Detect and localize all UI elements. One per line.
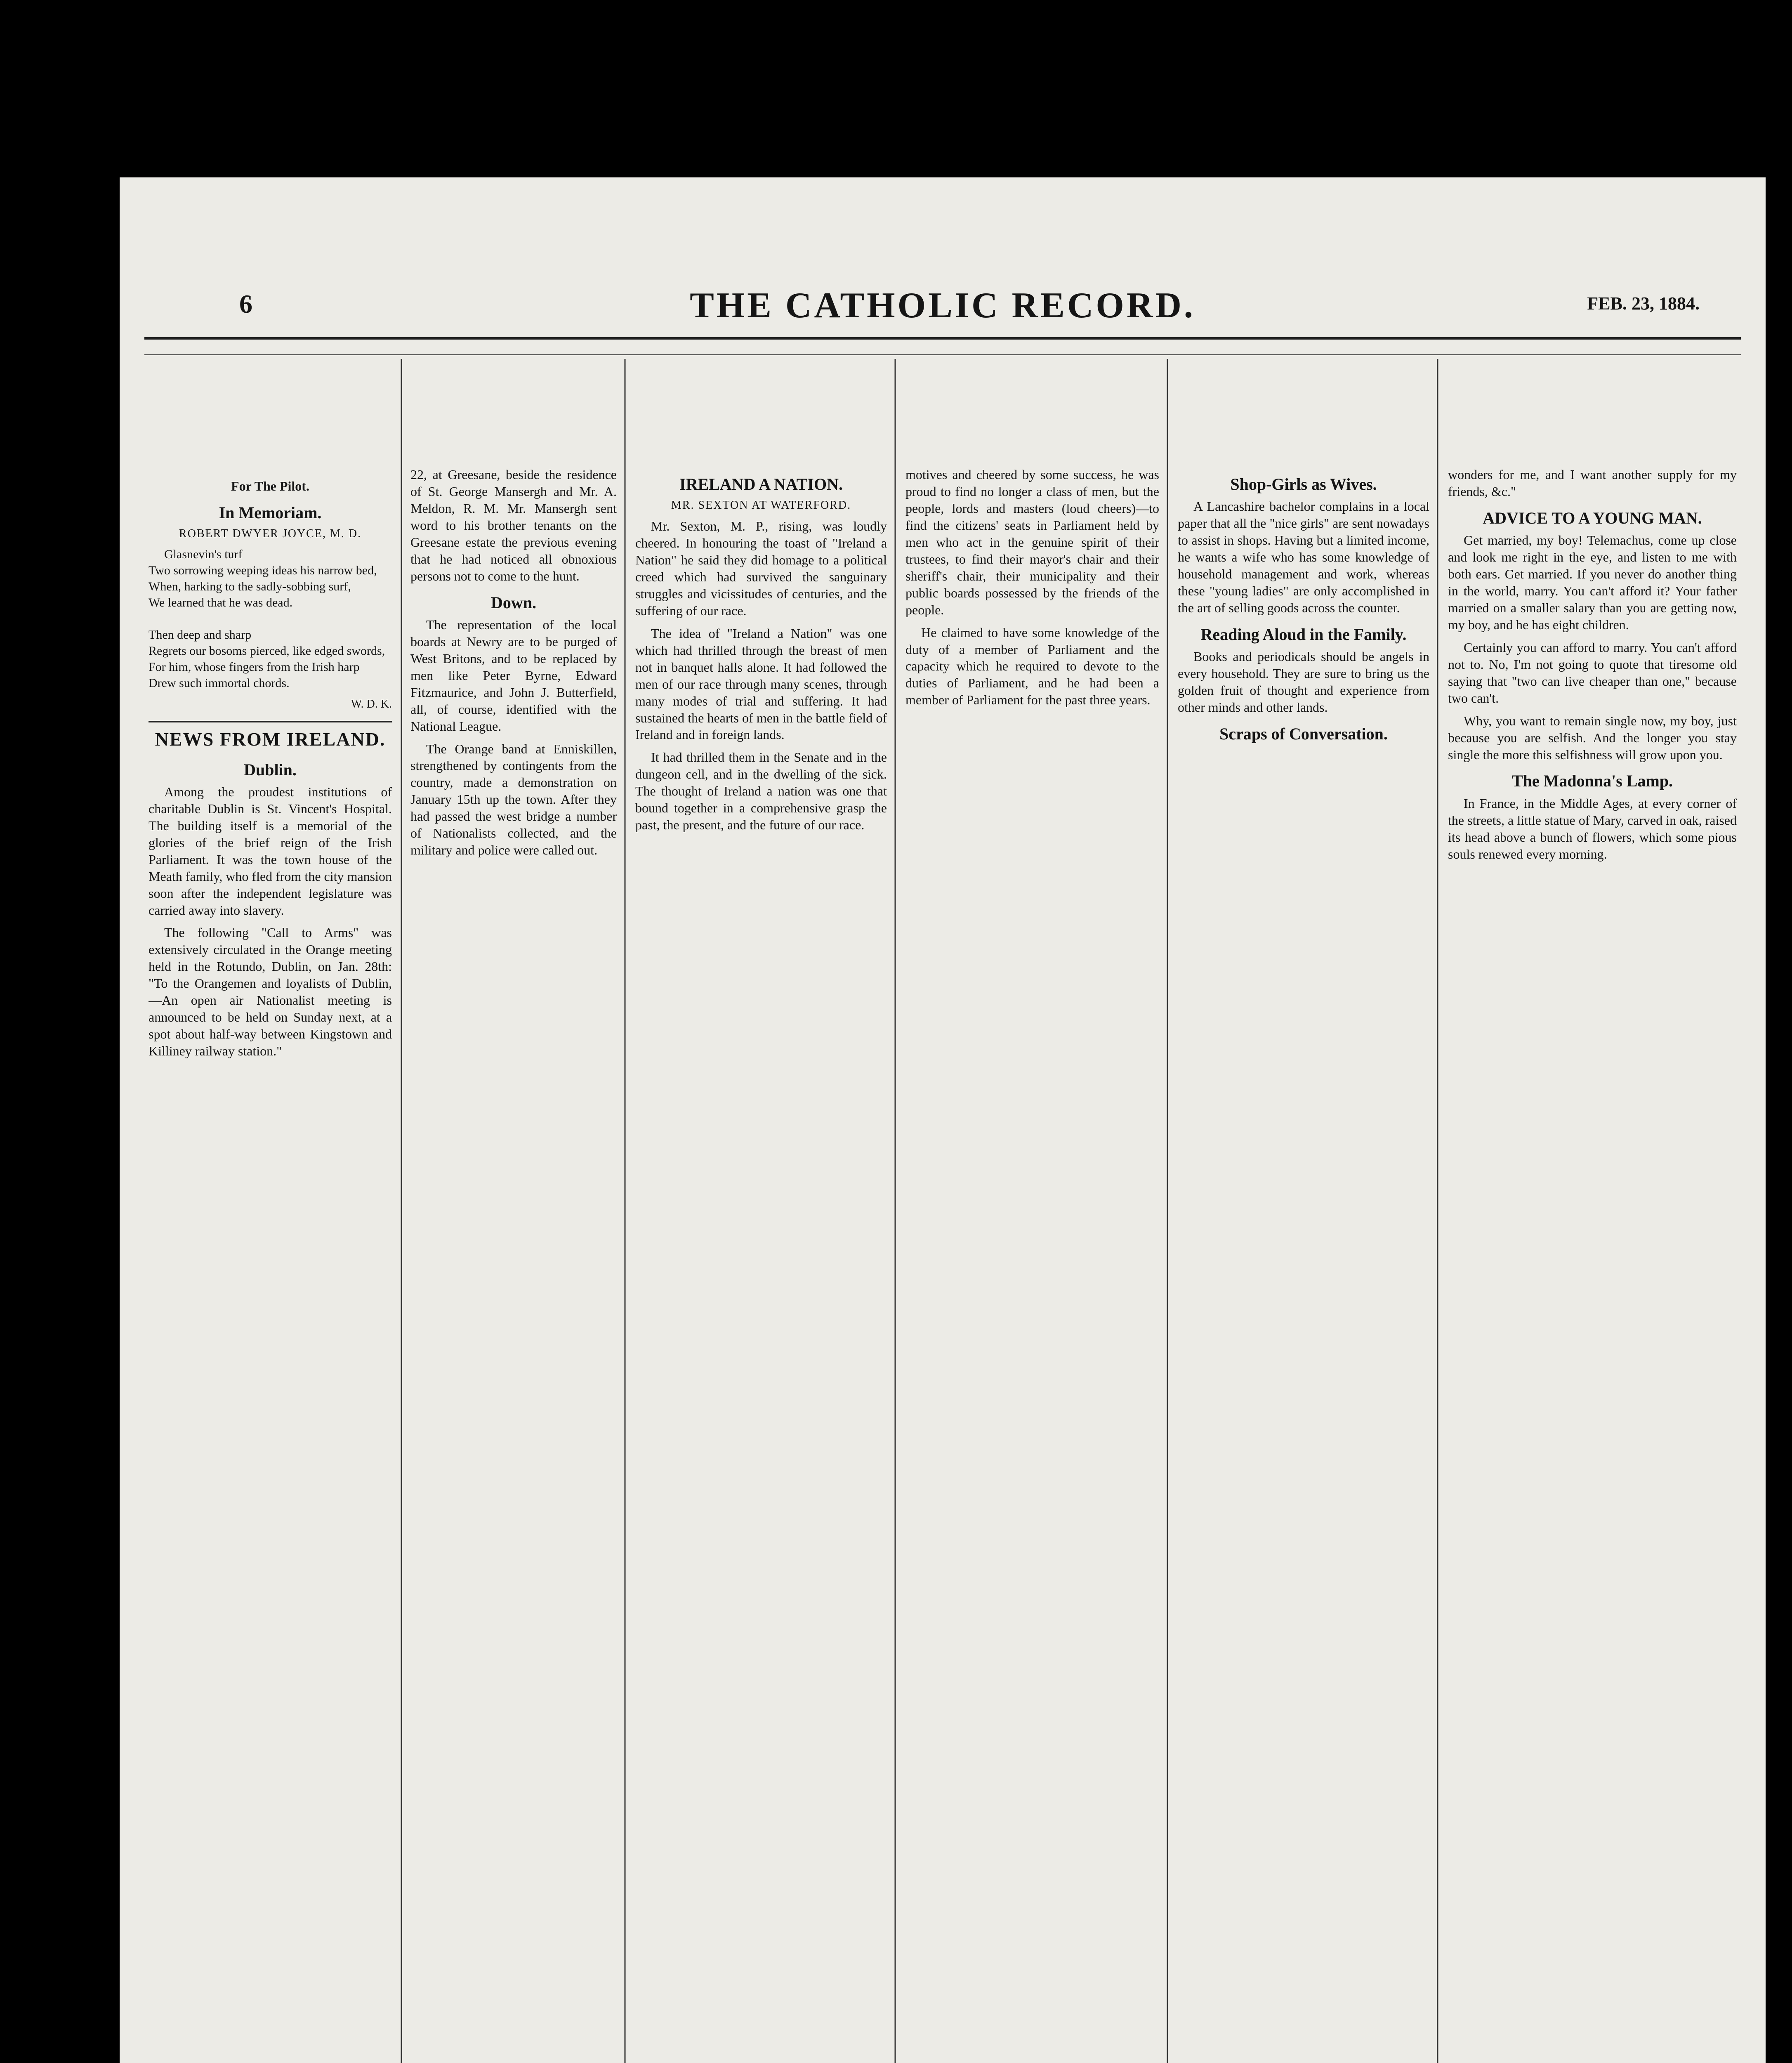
article-title: Reading Aloud in the Family. xyxy=(1200,625,1407,644)
article-paragraph: He claimed to have some knowledge of the duty of a member of Parliament and the capacity which he required to devote to the duties of Parliament, and he had been a member of Parliament for the past three years. xyxy=(905,625,1159,708)
column-6 xyxy=(1448,466,1737,2063)
poem-source: For The Pilot. xyxy=(231,479,309,493)
masthead xyxy=(120,235,1766,326)
article-title: Scraps of Conversation. xyxy=(1219,724,1388,743)
newspaper-page xyxy=(120,177,1766,2063)
article-paragraph: A Lancashire bachelor complains in a local paper that all the "nice girls" are sent nowadays to assist in shops. Having but a limited income, he wants a wife who has some knowledge of household management and work, whereas these "young ladies" are only accomplished in the art of selling goods across the counter. xyxy=(1178,499,1429,615)
article-title: Shop-Girls as Wives. xyxy=(1230,475,1377,493)
article-title: IRELAND A NATION. xyxy=(679,475,843,493)
article-paragraph: wonders for me, and I want another supply for my friends, &c." xyxy=(1448,467,1737,499)
article-paragraph: In France, in the Middle Ages, at every corner of the streets, a little statue of Mary, carved in oak, raised its head above a bunch of flowers, which some pious souls renewed every morning. xyxy=(1448,795,1737,862)
poem-text: Glasnevin's turf Two sorrowing weeping ideas his narrow bed, When, harking to the sadly-sobbing surf, We learned that he was dead. Then deep and sharp Regrets our bosoms pierced, like edged swords, For him, whose fingers from the Irish harp Drew such immortal chords. xyxy=(149,547,385,690)
article-paragraph: Books and periodicals should be angels in every household. They are sure to bring us the golden fruit of thought and experience from other minds and other lands. xyxy=(1178,649,1429,715)
newspaper-title: THE CATHOLIC RECORD. xyxy=(690,286,1195,326)
section-heading: Dublin. xyxy=(244,760,297,779)
article-paragraph: Get married, my boy! Telemachus, come up close and look me right in the eye, and listen to me with both ears. Get married. If you never do another thing in the world, marry. You can't afford it? Your father married on a smaller salary than you are getting now, my boy, and he has eight children. xyxy=(1448,533,1737,632)
column-2 xyxy=(410,466,617,2063)
column-1 xyxy=(149,470,392,2063)
article-paragraph: The Orange band at Enniskillen, strengthened by contingents from the country, made a demonstration on January 15th up the town. After they had passed the west bridge a number of Nationalists collected, and the military and police were called out. xyxy=(410,741,617,858)
article-paragraph: Certainly you can afford to marry. You can't afford not to. No, I'm not going to quote that tiresome old saying that "two can live cheaper than one," because two can't. xyxy=(1448,640,1737,706)
article-paragraph: The idea of "Ireland a Nation" was one which had thrilled through the breast of men not in banquet halls alone. It had followed the men of our race through many scenes, through many modes of trial and suffering. It had sustained the hearts of men in the battle field of Ireland and in foreign lands. xyxy=(635,626,887,742)
article-paragraph: It had thrilled them in the Senate and in the dungeon cell, and in the dwelling of the sick. The thought of Ireland a nation was one that bound together in a comprehensive grasp the past, the present, and the future of our race. xyxy=(635,750,887,833)
poem-author: ROBERT DWYER JOYCE, M. D. xyxy=(179,527,362,541)
issue-date: FEB. 23, 1884. xyxy=(1587,293,1700,314)
article-paragraph: The representation of the local boards at Newry are to be purged of West Britons, and to be replaced by men like Peter Byrne, Edward Fitzmaurice, and John J. Butterfield, all, of course, identified with the National League. xyxy=(410,617,617,734)
article-paragraph: Why, you want to remain single now, my boy, just because you are selfish. And the longer you stay single the more this selfishness will grow upon you. xyxy=(1448,713,1737,762)
article-title: ADVICE TO A YOUNG MAN. xyxy=(1483,508,1702,527)
article-paragraph: 22, at Greesane, beside the residence of St. George Mansergh and Mr. A. Meldon, R. M. Mr. Mansergh sent word to his brother tenants on the Greesane estate the previous evening that he had noticed all obnoxious persons not to come to the hunt. xyxy=(410,467,617,583)
article-paragraph: The following "Call to Arms" was extensively circulated in the Orange meeting held in the Rotundo, Dublin, on Jan. 28th: "To the Orangemen and loyalists of Dublin,—An open air Nationalist meeting is announced to be held on Sunday next, at a spot about half-way between Kingstown and Killiney railway station." xyxy=(149,925,392,1059)
column-5 xyxy=(1178,466,1429,2063)
news-section-title: NEWS FROM IRELAND. xyxy=(149,721,392,752)
article-paragraph: motives and cheered by some success, he was proud to find no longer a class of men, but the people, lords and masters (loud cheers)—to find the citizens' seats in Parliament held by men who act in the genuine spirit of their trustees, to find their mayor's chair and their sheriff's chair, their municipality and their public boards possessed by the friends of the people. xyxy=(905,467,1159,617)
article-title: The Madonna's Lamp. xyxy=(1511,772,1673,791)
column-3 xyxy=(635,466,887,2063)
page-number: 6 xyxy=(239,289,252,319)
poem-signature: W. D. K. xyxy=(351,697,392,710)
article-subtitle: MR. SEXTON AT WATERFORD. xyxy=(671,499,851,512)
article-paragraph: Mr. Sexton, M. P., rising, was loudly cheered. In honouring the toast of "Ireland a Nation" he said they did homage to a political creed which had survived the sanguinary struggles and vicissitudes of centuries, and the suffering of our race. xyxy=(635,519,887,618)
poem-title: In Memoriam. xyxy=(219,503,322,522)
column-4 xyxy=(905,466,1159,2063)
section-heading: Down. xyxy=(490,593,537,612)
article-paragraph: Among the proudest institutions of charitable Dublin is St. Vincent's Hospital. The building itself is a memorial of the glories of the brief reign of the Irish Parliament. It was the town house of the Meath family, who fled from the city mansion soon after the independent legislature was carried away into slavery. xyxy=(149,784,392,918)
